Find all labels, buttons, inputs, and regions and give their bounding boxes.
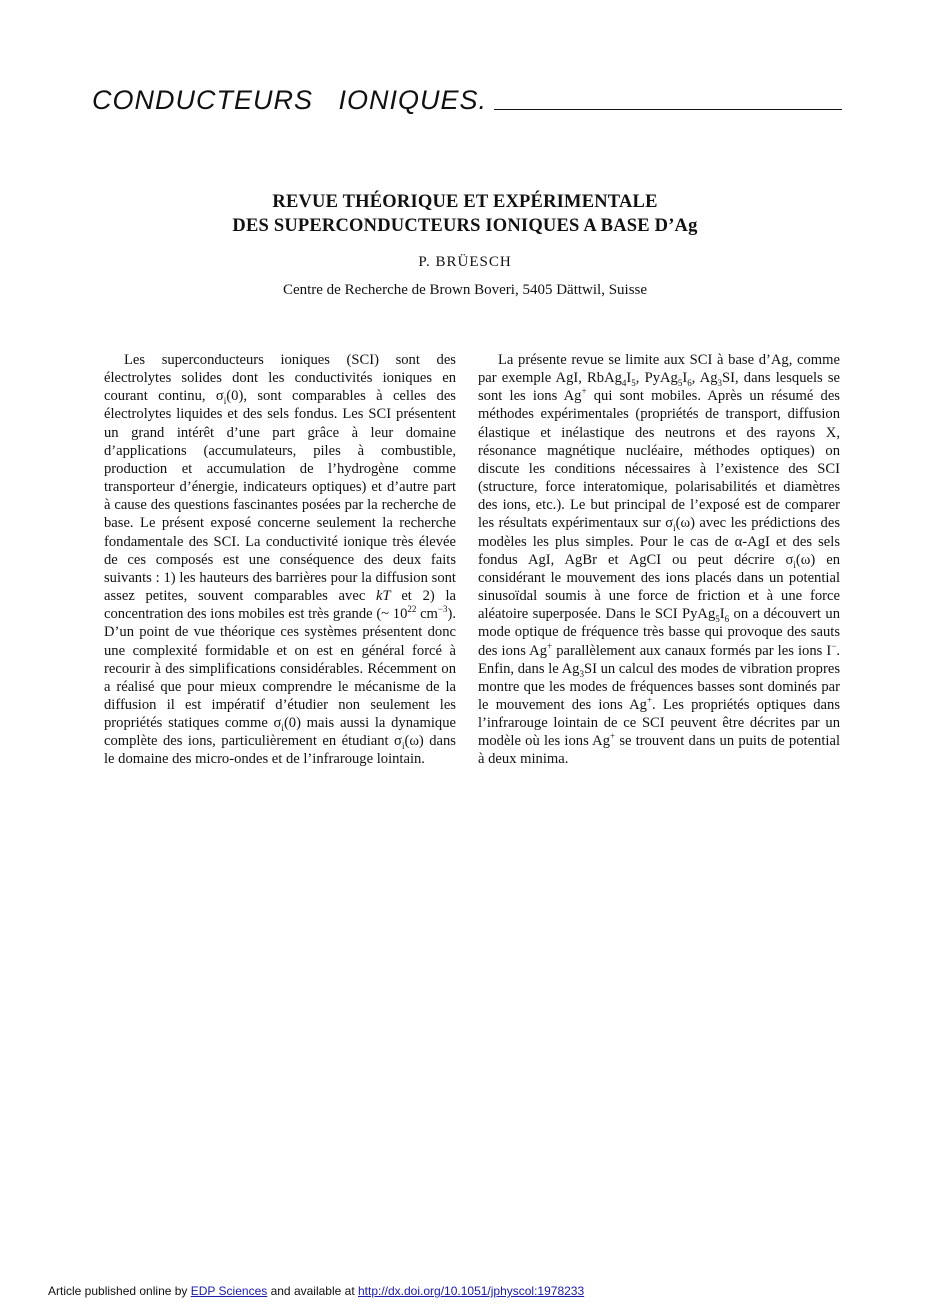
section-header [92, 84, 852, 124]
footer-middle: and available at [267, 1284, 358, 1298]
author-name: P. BRÜESCH [418, 254, 512, 270]
footer-notice [48, 1284, 584, 1298]
section-rule [494, 109, 842, 110]
footer-prefix: Article published online by [48, 1284, 191, 1298]
abstract-paragraph-right: La présente revue se limite aux SCI à base d’Ag, comme par exemple AgI, $RbAg_4I_5$, $PyAg_5I_6$, $Ag_3SI$, dans lesquels se sont les ions Ag+ qui sont mobiles. Après un résumé des méthodes expérimentales (propriétés de transport, diffusion élastique et inélastique des neutrons et des rayons X, résonance magnétique nucléaire, méthodes optiques) on discute les conditions nécessaires à l’existence des SCI (structure, force interatomique, polarisabilités et diamètres des ions, etc.). Le but principal de l’exposé est de comparer les résultats expérimentaux sur $\sigma_i(\omega)$ avec les prédictions des modèles les plus simples. Pour le cas de α-AgI et des sels fondus AgI, AgBr et AgCI ou peut décrire $\sigma_i(\omega)$ en considérant le mouvement des ions placés dans un potential sinusoïdal soumis à une force de friction et à une force aléatoire superposée. Dans le SCI $PyAg_5I_6$ on a découvert un mode optique de fréquence très basse qui provoque des sauts des ions Ag+ parallèlement aux canaux formés par les ions I−. Enfin, dans le $Ag_3SI$ un calcul des modes de vibration propres montre que les modes de fréquences basses sont dominés par le mouvement des ions Ag+. Les propriétés optiques dans l’infrarouge lointain de ce SCI peuvent être décrites par un modèle où les ions Ag+ se trouvent dans un puits de potential à deux minima. [478, 352, 841, 768]
article-title-line-2: DES SUPERCONDUCTEURS IONIQUES A BASE D’Ag [232, 216, 698, 236]
article-title [0, 190, 930, 238]
abstract-right-column [478, 351, 840, 769]
abstract-left-column [104, 351, 456, 769]
section-title: CONDUCTEURS IONIQUES. [92, 85, 488, 115]
author-affiliation: Centre de Recherche de Brown Boveri, 5405 Dättwil, Suisse [282, 282, 648, 298]
article-title-line-1: REVUE THÉORIQUE ET EXPÉRIMENTALE [272, 192, 658, 212]
abstract-paragraph-left: Les superconducteurs ioniques (SCI) sont des électrolytes solides dont les conductivités ioniques en courant continu, $\sigma_i(0)$, sont comparables à celles des électrolytes liquides et des sels fondus. Les SCI présentent un grand intérêt d’une part grâce à leur domaine d’applications (accumulateurs, piles à combustible, production et accumulation de l’hydrogène comme transporteur d’énergie, indicateurs optiques) et d’autre part à cause des questions fascinantes posées par la recherche de base. Le présent exposé concerne seulement la recherche fondamentale des SCI. La conductivité ionique très élevée de ces composés est une conséquence des deux faits suivants : 1) les hauteurs des barrières pour la diffusion sont assez petites, souvent comparables avec kT et 2) la concentration des ions mobiles est très grande (~ $10^{22}$ $cm^{-3}$). D’un point de vue théorique ces systèmes présentent donc une complexité formidable et on est en général forcé à recourir à des simplifications considérables. Récemment on a réalisé que pour mieux comprendre le mécanisme de la diffusion il est impératif d’étudier non seulement les propriétés statiques comme $\sigma_i(0)$ mais aussi la dynamique complète des ions, particulièrement en étudiant $\sigma_i(\omega)$ dans le domaine des micro-ondes et de l’infrarouge lointain. [104, 352, 456, 768]
doi-link[interactable]: http://dx.doi.org/10.1051/jphyscol:1978233 [357, 1284, 585, 1298]
publisher-link[interactable]: EDP Sciences [190, 1284, 268, 1298]
